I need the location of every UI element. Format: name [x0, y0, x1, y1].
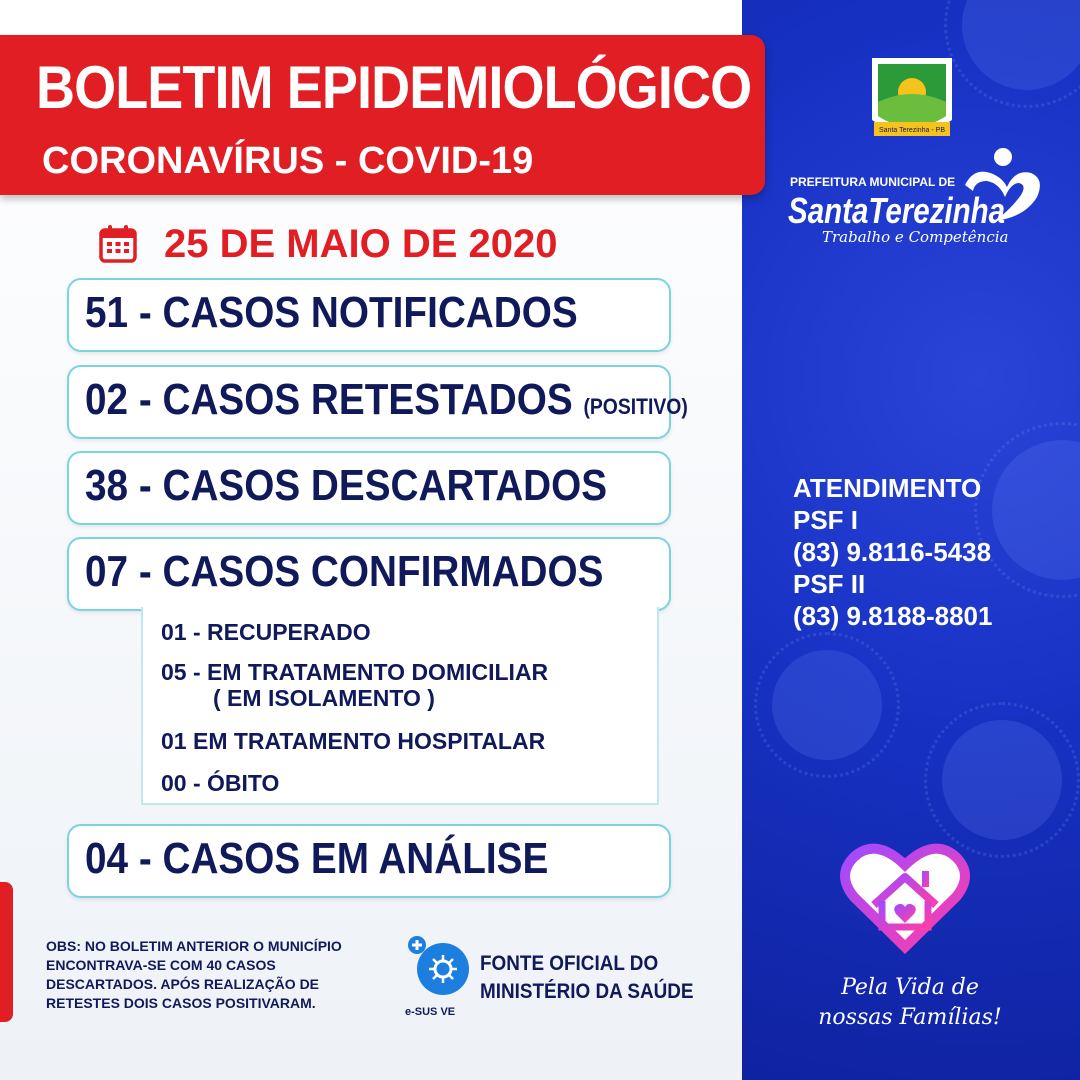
stat-retestados [67, 365, 688, 439]
prefeitura-heart-logo [955, 145, 1045, 225]
breakdown-item: 01 - RECUPERADO [161, 619, 371, 645]
slogan [800, 973, 1020, 1033]
breakdown-item: 00 - ÓBITO [161, 770, 280, 796]
breakdown-item: ( EM ISOLAMENTO ) [213, 685, 435, 711]
stat-text [85, 375, 688, 425]
psf1-label: PSF I [793, 505, 859, 535]
stat-main: 02 - CASOS RETESTADOS [85, 375, 573, 424]
calendar-icon [98, 224, 138, 264]
page-title: BOLETIM EPIDEMIOLÓGICO [36, 54, 752, 121]
breakdown-item: 01 EM TRATAMENTO HOSPITALAR [161, 728, 546, 754]
virus-decoration [962, 0, 1080, 90]
side-accent [0, 882, 13, 1022]
esus-label: e-SUS VE [405, 1006, 456, 1018]
date-row [98, 222, 558, 266]
virus-decoration [772, 650, 882, 760]
stat-confirmados [67, 537, 671, 611]
virus-decoration [942, 720, 1062, 840]
stat-notificados [67, 278, 671, 352]
virus-decoration [992, 440, 1080, 580]
source-line2: MINISTÉRIO DA SAÚDE [480, 980, 694, 1003]
crest-text: Santa Terezinha - PB [878, 127, 946, 134]
stat-suffix: (POSITIVO) [583, 394, 688, 419]
psf2-label: PSF II [793, 569, 866, 599]
prefeitura-tagline: Trabalho e Competência [822, 228, 1009, 246]
stat-em-analise [67, 824, 671, 898]
source-line1: FONTE OFICIAL DO [480, 952, 659, 975]
psf2-phone: (83) 9.8188-8801 [793, 601, 993, 631]
stat-descartados [67, 451, 671, 525]
slogan-line1: Pela Vida de [841, 975, 979, 1000]
stat-text: 04 - CASOS EM ANÁLISE [85, 834, 549, 883]
breakdown-item: 05 - EM TRATAMENTO DOMICILIAR [161, 659, 549, 685]
contact-heading: ATENDIMENTO [793, 473, 982, 503]
crest-icon [866, 50, 958, 146]
observation-note: OBS: NO BOLETIM ANTERIOR O MUNICÍPIO ENCONTRAVA-SE COM 40 CASOS DESCARTADOS. APÓS REALIZAÇÃO DE RETESTES DOIS CASOS POSITIVARAM. [46, 938, 342, 1011]
esus-app-icon [407, 935, 471, 999]
home-heart-icon [840, 835, 970, 955]
source-text [480, 950, 694, 1006]
page-subtitle: CORONAVÍRUS - COVID-19 [42, 140, 534, 182]
psf1-phone: (83) 9.8116-5438 [793, 537, 992, 567]
title-banner [0, 35, 765, 195]
stat-text: 51 - CASOS NOTIFICADOS [85, 288, 578, 337]
prefeitura-name: SantaTerezinha [788, 190, 1006, 231]
stat-text: 38 - CASOS DESCARTADOS [85, 461, 608, 510]
stat-text: 07 - CASOS CONFIRMADOS [85, 547, 604, 596]
prefeitura-label: PREFEITURA MUNICIPAL DE [790, 175, 956, 189]
confirmed-breakdown [141, 607, 659, 805]
bulletin-date: 25 DE MAIO DE 2020 [164, 221, 558, 266]
slogan-line2: nossas Famílias! [818, 1005, 1002, 1030]
